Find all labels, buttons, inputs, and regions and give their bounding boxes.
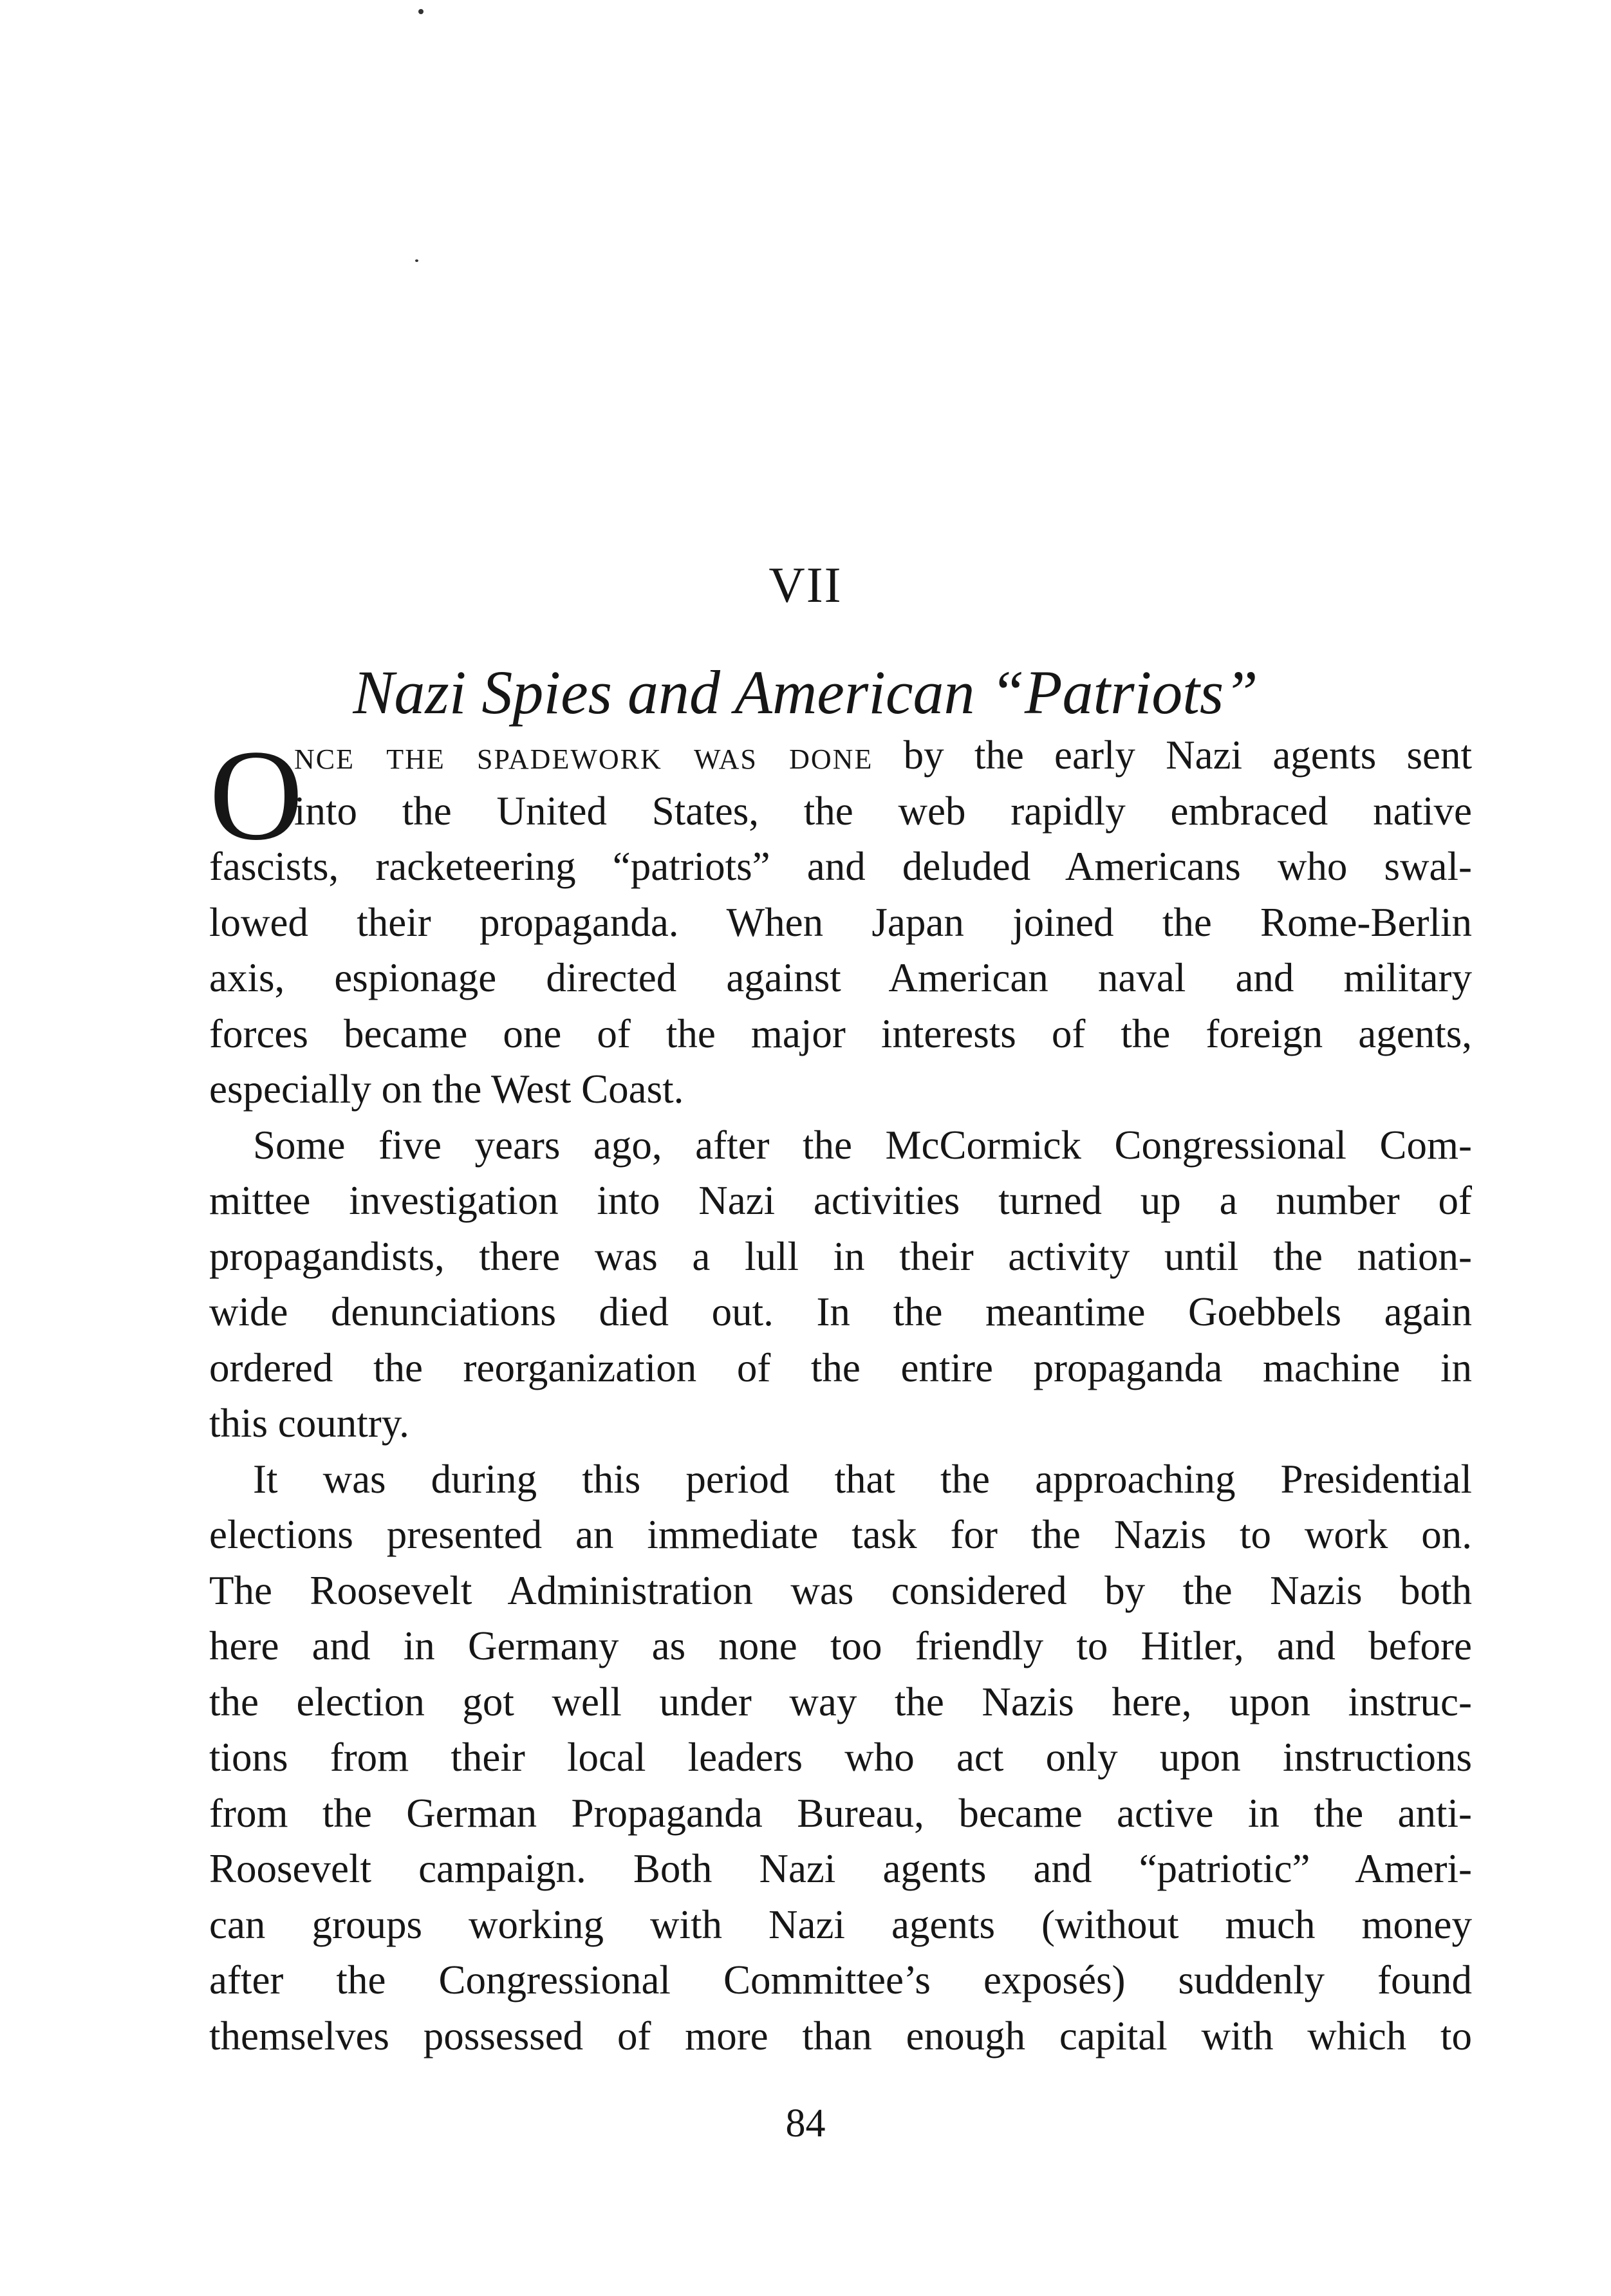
text-line: The Roosevelt Administration was considered by the Nazis both — [209, 1567, 1472, 1613]
paragraph-3 — [209, 1451, 1472, 2064]
text-line: the election got well under way the Nazis here, upon instruc- — [209, 1679, 1472, 1724]
text-line-rest: by the early Nazi agents sent — [873, 733, 1472, 778]
text-line: Some five years ago, after the McCormick Congressional Com- — [253, 1122, 1472, 1168]
text-line: ordered the reorganization of the entire propaganda machine in — [209, 1345, 1472, 1390]
ink-speck — [418, 9, 424, 14]
text-line: forces became one of the major interests of the foreign agents, — [209, 1011, 1472, 1056]
text-line: elections presented an immediate task for the Nazis to work on. — [209, 1512, 1472, 1557]
text-line: from the German Propaganda Bureau, became active in the anti- — [209, 1790, 1472, 1836]
ink-speck — [415, 259, 418, 262]
text-line: It was during this period that the approaching Presidential — [253, 1456, 1472, 1502]
chapter-title: Nazi Spies and American “Patriots” — [353, 658, 1258, 727]
text-line: fascists, racketeering “patriots” and deluded Americans who swal- — [209, 844, 1472, 889]
text-line: lowed their propaganda. When Japan joined the Rome-Berlin — [209, 899, 1472, 945]
text-line: wide denunciations died out. In the meantime Goebbels again — [209, 1289, 1472, 1334]
paragraph-2 — [209, 1117, 1472, 1451]
text-line: after the Congressional Committee’s exposés) suddenly found — [209, 1957, 1472, 2002]
body-text — [209, 723, 1472, 2064]
drop-cap: O — [209, 723, 303, 867]
text-line: here and in Germany as none too friendly to Hitler, and before — [209, 1623, 1472, 1668]
text-line: axis, espionage directed against American naval and military — [209, 955, 1472, 1000]
text-line: Roosevelt campaign. Both Nazi agents and “patriotic” Ameri- — [209, 1846, 1472, 1891]
lead-in-small-caps: nce the spadework was done — [294, 733, 873, 778]
paragraph-1 — [209, 723, 1472, 1117]
chapter-number: VII — [768, 557, 843, 613]
text-line: can groups working with Nazi agents (without much money — [209, 1901, 1472, 1947]
text-line: propagandists, there was a lull in their activity until the nation- — [209, 1233, 1472, 1279]
text-line: tions from their local leaders who act only upon instructions — [209, 1735, 1472, 1780]
page-number: 84 — [785, 2102, 826, 2145]
text-line: into the United States, the web rapidly embraced native — [294, 788, 1472, 834]
text-line: mittee investigation into Nazi activities turned up a number of — [209, 1178, 1472, 1223]
text-line: especially on the West Coast. — [209, 1067, 684, 1112]
text-line: this country. — [209, 1401, 409, 1446]
text-line — [209, 727, 1472, 783]
text-line: themselves possessed of more than enough capital with which to — [209, 2013, 1472, 2058]
